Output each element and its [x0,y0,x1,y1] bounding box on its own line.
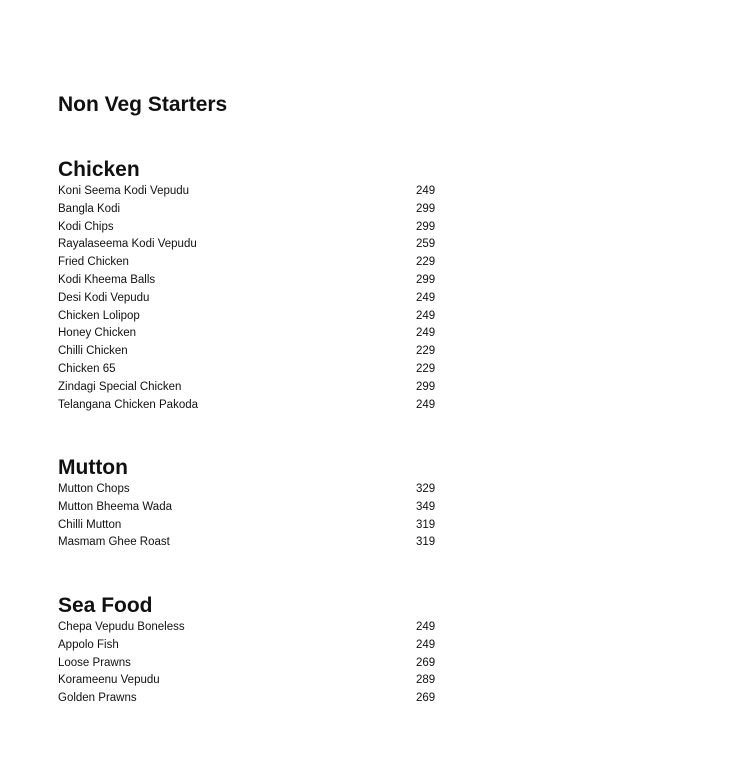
item-name: Chilli Chicken [58,345,128,358]
item-price: 319 [416,536,436,549]
item-price: 249 [416,291,436,304]
item-name: Honey Chicken [58,327,136,340]
item-list [58,619,478,708]
menu-item [58,534,478,552]
section-title: Chicken [58,158,140,181]
menu-item [58,637,478,655]
item-price: 249 [416,185,436,197]
menu-item [58,254,478,272]
item-name: Chicken 65 [58,362,116,375]
menu-item [58,183,478,201]
menu-item [58,655,478,673]
item-price: 289 [416,674,436,687]
item-price: 299 [416,202,436,215]
item-price: 249 [416,327,436,340]
item-price: 249 [416,621,436,633]
item-price: 249 [416,309,436,322]
menu-item [58,499,478,517]
item-price: 259 [416,238,436,251]
item-name: Rayalaseema Kodi Vepudu [58,238,197,251]
item-price: 249 [416,638,436,651]
menu-item [58,379,478,397]
item-name: Desi Kodi Vepudu [58,291,150,304]
item-price: 269 [416,656,436,669]
item-name: Kodi Kheema Balls [58,273,156,286]
section-title: Sea Food [58,594,153,617]
item-price: 229 [416,256,436,269]
item-name: Chilli Mutton [58,518,122,531]
item-price: 329 [416,483,436,495]
menu-item [58,672,478,690]
item-price: 299 [416,380,436,393]
menu-item [58,343,478,361]
item-name: Koni Seema Kodi Vepudu [58,185,190,197]
item-name: Fried Chicken [58,256,129,269]
section-mutton [58,455,478,552]
item-list [58,183,478,414]
menu-item [58,201,478,219]
menu-item [58,325,478,343]
item-name: Zindagi Special Chicken [58,380,182,393]
item-name: Masmam Ghee Roast [58,536,170,549]
item-price: 299 [416,273,436,286]
item-price: 229 [416,345,436,358]
menu-item [58,481,478,499]
section-chicken [58,157,478,414]
section-sea-food [58,593,478,708]
item-name: Golden Prawns [58,692,137,705]
menu-item [58,219,478,237]
menu-item [58,308,478,326]
item-name: Korameenu Vepudu [58,674,160,687]
item-name: Mutton Chops [58,483,130,495]
menu-item [58,690,478,708]
menu-item [58,361,478,379]
menu-item [58,397,478,415]
item-name: Bangla Kodi [58,202,121,215]
menu-item [58,619,478,637]
item-price: 349 [416,500,436,513]
menu-item [58,290,478,308]
item-name: Mutton Bheema Wada [58,500,172,513]
section-title: Mutton [58,456,128,479]
item-name: Telangana Chicken Pakoda [58,398,199,411]
item-name: Chepa Vepudu Boneless [58,621,185,633]
item-price: 319 [416,518,436,531]
page-title: Non Veg Starters [58,93,228,116]
item-name: Kodi Chips [58,220,114,233]
item-price: 269 [416,692,436,705]
item-name: Loose Prawns [58,656,131,669]
item-price: 249 [416,398,436,411]
menu-item [58,272,478,290]
item-name: Appolo Fish [58,638,119,651]
item-name: Chicken Lolipop [58,309,140,322]
menu-item [58,236,478,254]
item-list [58,481,478,552]
item-price: 299 [416,220,436,233]
item-price: 229 [416,362,436,375]
menu-item [58,517,478,535]
